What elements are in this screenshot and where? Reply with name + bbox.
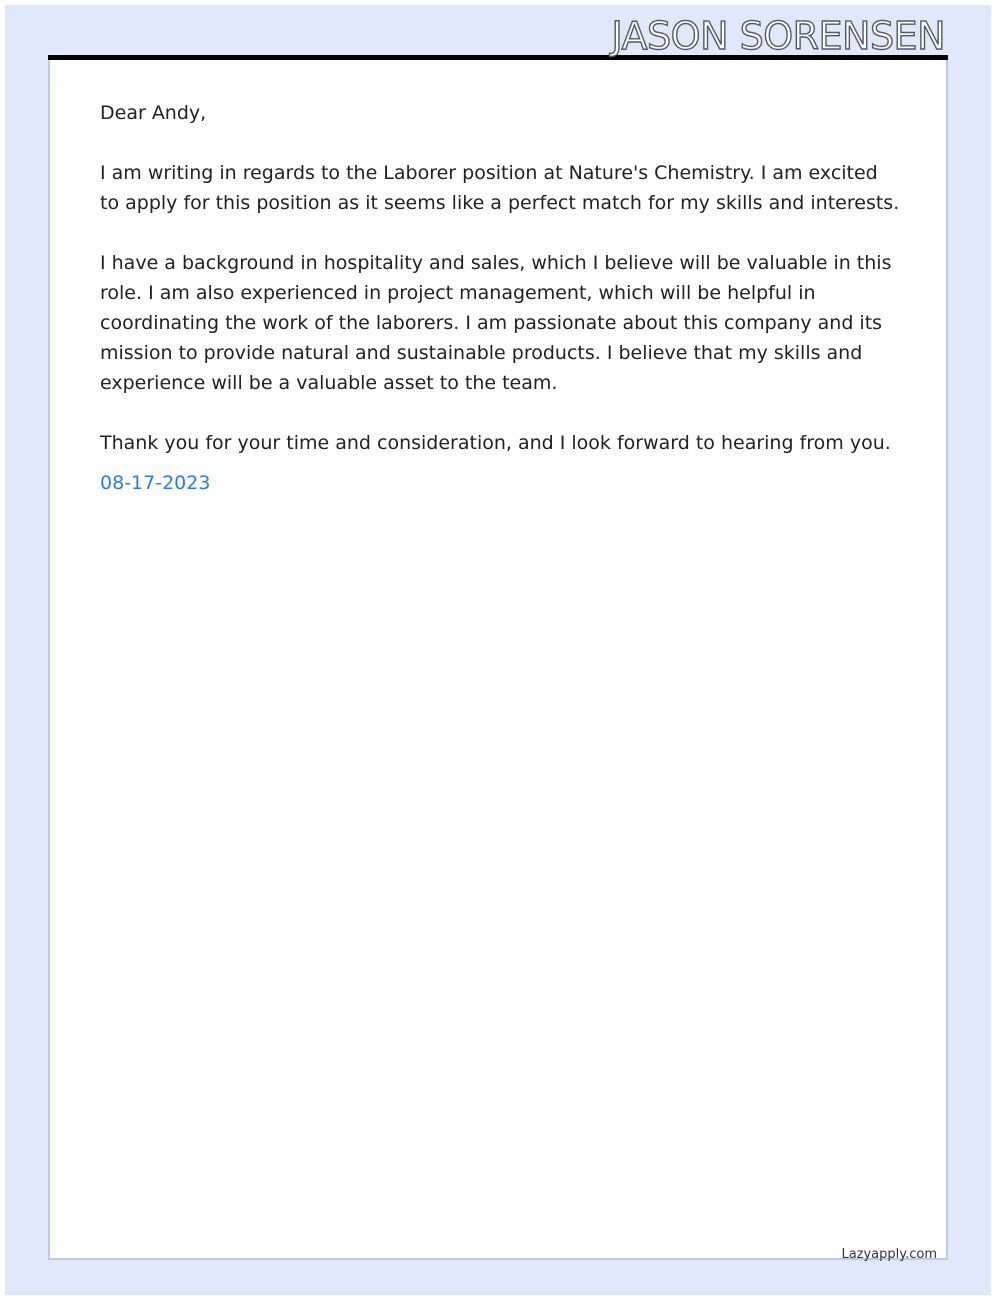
salutation: Dear Andy, (100, 102, 207, 124)
letter-date: 08-17-2023 (100, 472, 211, 494)
paragraph-closing: Thank you for your time and consideration, and I look forward to hearing from you. (100, 432, 891, 454)
footer-brand: Lazyapply.com (841, 1247, 937, 1262)
letter-body (100, 98, 900, 488)
applicant-name: JASON SORENSEN (611, 14, 945, 58)
paragraph-intro: I am writing in regards to the Laborer position at Nature's Chemistry. I am excited to apply for this position as it seems like a perfect match for my skills and interests. (100, 162, 900, 214)
paragraph-background: I have a background in hospitality and sales, which I believe will be valuable in this role. I am also experienced in project management, which will be helpful in coordinating the work of the laborers. I am passionate about this company and its mission to provide natural and sustainable products. I believe that my skills and experience will be a valuable asset to the team. (100, 252, 892, 394)
